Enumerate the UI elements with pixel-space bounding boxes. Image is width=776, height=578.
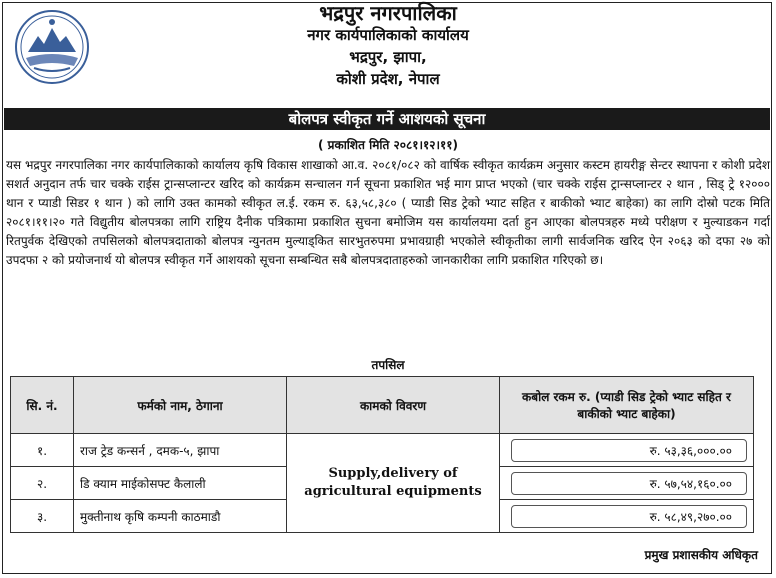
letterhead [0,2,776,90]
row-serial: ३. [11,500,74,533]
row-firm: मुक्तीनाथ कृषि कम्पनी काठमाडौ [74,500,287,533]
municipality-name: भद्रपुर नगरपालिका [319,1,457,25]
office-address: भद्रपुर, झापा, [349,48,427,66]
office-name: नगर कार्यपालिकाको कार्यालय [307,26,469,44]
table-row [11,434,754,467]
row-amount: रु. ५८,४९,२७०.०० [511,505,747,528]
row-serial: १. [11,434,74,467]
schedule-title: तपसिल [371,358,405,372]
work-description: Supply,delivery of agricultural equipments [287,434,500,533]
row-firm: डि क्याम माईकोसफ्ट कैलाली [74,467,287,500]
bidders-table [10,376,754,533]
header-work: कामको विवरण [287,377,500,434]
notice-banner: बोलपत्र स्वीकृत गर्ने आशयको सूचना [4,108,770,130]
notice-body: यस भद्रपुर नगरपालिका नगर कार्यपालिकाको कार्यालय कृषि विकास शाखाको आ.व. २०८१/०८२ को वार्षिक स्वीकृत कार्यक्रम अनुसार कस्टम हायरीङ्ग सेन्टर स्थापना र कोशी प्रदेश सशर्त अनुदान तर्फ चार चक्के राईस ट्रान्सप्लान्टर खरिद को कार्यक्रम सन्चालन गर्न सूचना प्रकाशित भई माग प्राप्त भएको (चार चक्के राईस ट्रान्सप्लान्टर २ थान , सिड् ट्रे १२००० थान र प्याडी सिडर १ थान ) को लागि उक्त कामको स्वीकृत ल.ई. रकम रु. ६३,५८,३८० ( प्याडी सिड ट्रेको भ्याट सहित र बाकीको भ्याट बाहेका) का लागि दोस्रो पटक मिति २०८१।११।२० गते विद्युतीय बोलपत्रका लागि राष्ट्रिय दैनीक पत्रिकामा प्रकाशित सुचना बमोजिम यस कार्यालयमा दर्ता हुन आएका बोलपत्रहरु मध्ये परीक्षण र मुल्याडकन गर्दा रितपुर्वक देखिएको तपसिलको बोलपत्रदाताको बोलपत्र न्युनतम मुल्याड्कित सारभुतरुपमा प्रभावग्राही भएकोले स्वीकृतीका लागी सार्वजनिक खरिद ऐन २०६३ को दफा २७ को उपदफा २ को प्रयोजनार्थ यो बोलपत्र स्वीकृत गर्ने आशयको सूचना सम्बन्धित सबै बोलपत्रदाताहरुको जानकारीका लागि प्रकाशित गरिएको छ। [6,158,770,267]
row-amount: रु. ५३,३६,०००.०० [511,439,747,462]
signatory-title: प्रमुख प्रशासकीय अधिकृत [644,548,758,562]
row-amount: रु. ५७,५४,१६०.०० [511,472,747,495]
table-header-row [11,377,754,434]
header-firm: फर्मको नाम, ठेगाना [74,377,287,434]
header-amount: कबोल रकम रु. (प्याडी सिड ट्रेको भ्याट सहित र बाकीको भ्याट बाहेका) [500,377,754,434]
row-firm: राज ट्रेड कन्सर्न , दमक-५, झापा [74,434,287,467]
publish-date: ( प्रकाशित मिति २०८१।१२।११) [317,138,458,152]
province-name: कोशी प्रदेश, नेपाल [336,70,440,88]
row-serial: २. [11,467,74,500]
header-serial: सि. नं. [11,377,74,434]
